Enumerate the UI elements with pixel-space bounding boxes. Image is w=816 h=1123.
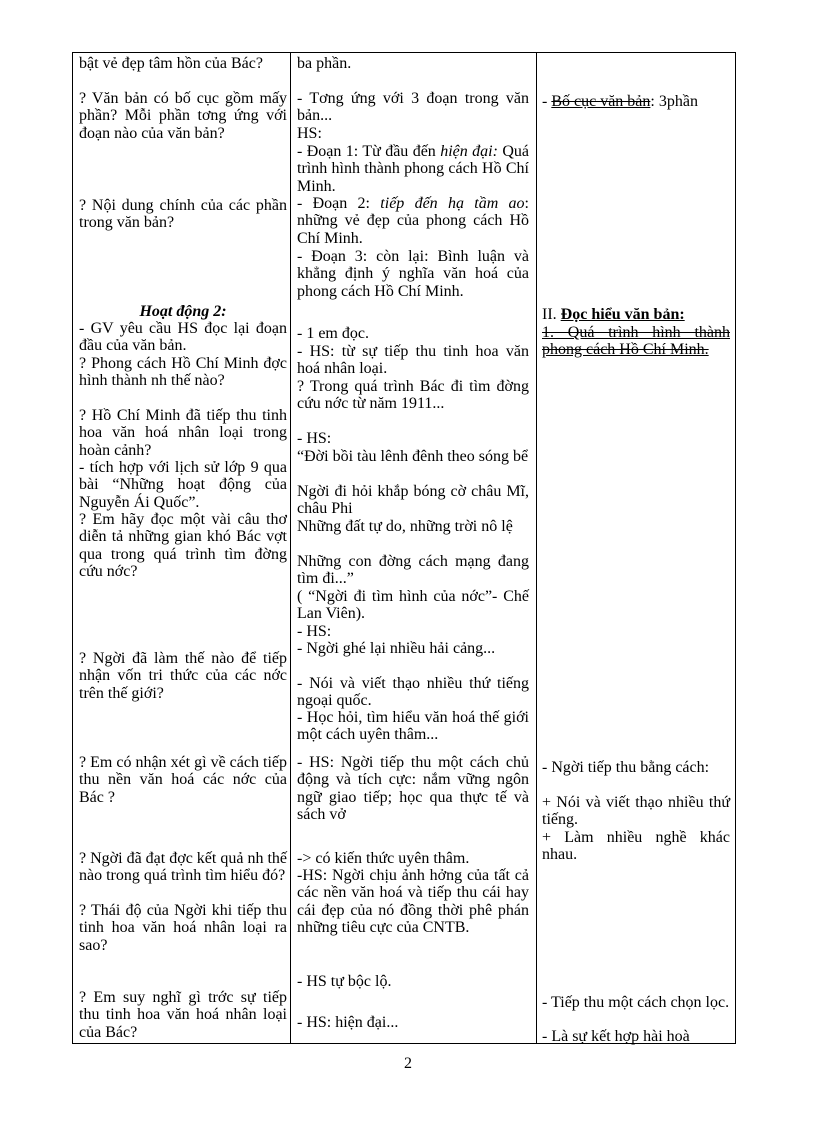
section-heading: Hoạt động 2: — [139, 303, 227, 320]
text-block: - Tơng ứng với 3 đoạn trong văn bản... — [297, 90, 529, 125]
text-block: ? Trong quá trình Bác đi tìm đờng cứu nớc từ năm 1911... — [297, 378, 529, 413]
text-block: - Bố cục văn bản: 3phần — [542, 93, 698, 110]
text-block: - HS: hiện đại... — [297, 1014, 399, 1031]
section-heading: II. Đọc hiểu văn bản: — [542, 306, 685, 323]
column-divider-2 — [536, 53, 537, 1043]
text-block: bật vẻ đẹp tâm hồn của Bác? — [79, 55, 263, 72]
poem-line: Những con đờng cách mạng đang tìm đi...” — [297, 553, 529, 588]
text-block: - Nói và viết thạo nhiều thứ tiếng ngoại quốc. — [297, 675, 529, 710]
text-block: - HS: Ngời tiếp thu một cách chủ động và tích cực: nắm vững ngôn ngữ giao tiếp; học qua thực tế và sách vở — [297, 754, 529, 823]
text-block: - Học hỏi, tìm hiểu văn hoá thế giới một cách uyên thâm... — [297, 709, 529, 744]
text-block: -HS: Ngời chịu ảnh hởng của tất cả các nền văn hoá và tiếp thu cái hay cái đẹp của nó đồng thời phê phán những tiêu cực của CNTB. — [297, 867, 529, 936]
text-block: - Là sự kết hợp hài hoà — [542, 1028, 690, 1045]
text-block: - Đoạn 1: Từ đầu đến hiện đại: Quá trình hình thành phong cách Hồ Chí Minh. — [297, 143, 529, 195]
lesson-table — [72, 52, 736, 1044]
text-block: ? Văn bản có bố cục gồm mấy phần? Mỗi phần tơng ứng với đoạn nào của văn bản? — [79, 90, 287, 142]
text-block: - HS: từ sự tiếp thu tinh hoa văn hoá nhân loại. — [297, 343, 529, 378]
text-block: + Nói và viết thạo nhiều thứ tiếng. — [542, 794, 730, 829]
text-block: ? Em có nhận xét gì về cách tiếp thu nền văn hoá các nớc của Bác ? — [79, 754, 287, 806]
text-block: ? Phong cách Hồ Chí Minh đợc hình thành nh thế nào? — [79, 355, 287, 390]
column-divider-1 — [290, 53, 291, 1043]
text-block: HS: — [297, 125, 322, 142]
text-block: - HS tự bộc lộ. — [297, 973, 392, 990]
text-block: + Làm nhiều nghề khác nhau. — [542, 829, 730, 864]
poem-line: “Đời bồi tàu lênh đênh theo sóng bể — [297, 448, 529, 465]
text-block: -> có kiến thức uyên thâm. — [297, 850, 470, 867]
text-block: - HS: — [297, 623, 332, 640]
text-block: ? Ngời đã đạt đợc kết quả nh thế nào trong quá trình tìm hiểu đó? — [79, 850, 287, 885]
text-block: ? Hồ Chí Minh đã tiếp thu tinh hoa văn hoá nhân loại trong hoàn cảnh? — [79, 407, 287, 459]
text-block: - Ngời tiếp thu bằng cách: — [542, 759, 710, 776]
poem-line: Những đất tự do, những trời nô lệ — [297, 518, 513, 535]
text-block: - HS: — [297, 430, 332, 447]
poem-line: Ngời đi hỏi khắp bóng cờ châu Mĩ, châu Phi — [297, 483, 529, 518]
text-block: - Đoạn 3: còn lại: Bình luận và khẳng định ý nghĩa văn hoá của phong cách Hồ Chí Minh. — [297, 248, 529, 300]
text-block: - Tiếp thu một cách chọn lọc. — [542, 994, 730, 1011]
text-block: - Đoạn 2: tiếp đến hạ tầm ao: những vẻ đẹp của phong cách Hồ Chí Minh. — [297, 195, 529, 247]
text-block: ba phần. — [297, 55, 352, 72]
text-block: - GV yêu cầu HS đọc lại đoạn đầu của văn bản. — [79, 320, 287, 355]
page-number: 2 — [404, 1055, 412, 1072]
poem-citation: ( “Ngời đi tìm hình của nớc”- Chế Lan Viên). — [297, 588, 529, 623]
subsection-heading: 1. Quá trình hình thành phong cách Hồ Chí Minh. — [542, 324, 730, 359]
text-block: ? Nội dung chính của các phần trong văn bản? — [79, 197, 287, 232]
text-block: - Ngời ghé lại nhiều hải cảng... — [297, 640, 496, 657]
text-block: ? Thái độ của Ngời khi tiếp thu tinh hoa văn hoá nhân loại ra sao? — [79, 902, 287, 954]
text-block: ? Em hãy đọc một vài câu thơ diễn tả những gian khó Bác vợt qua trong quá trình tìm đờng cứu nớc? — [79, 511, 287, 580]
text-block: ? Ngời đã làm thế nào để tiếp nhận vốn tri thức của các nớc trên thế giới? — [79, 650, 287, 702]
text-block: ? Em suy nghĩ gì trớc sự tiếp thu tinh hoa văn hoá nhân loại của Bác? — [79, 989, 287, 1041]
text-block: - tích hợp với lịch sử lớp 9 qua bài “Những hoạt động của Nguyễn Ái Quốc”. — [79, 459, 287, 511]
text-block: - 1 em đọc. — [297, 325, 369, 342]
